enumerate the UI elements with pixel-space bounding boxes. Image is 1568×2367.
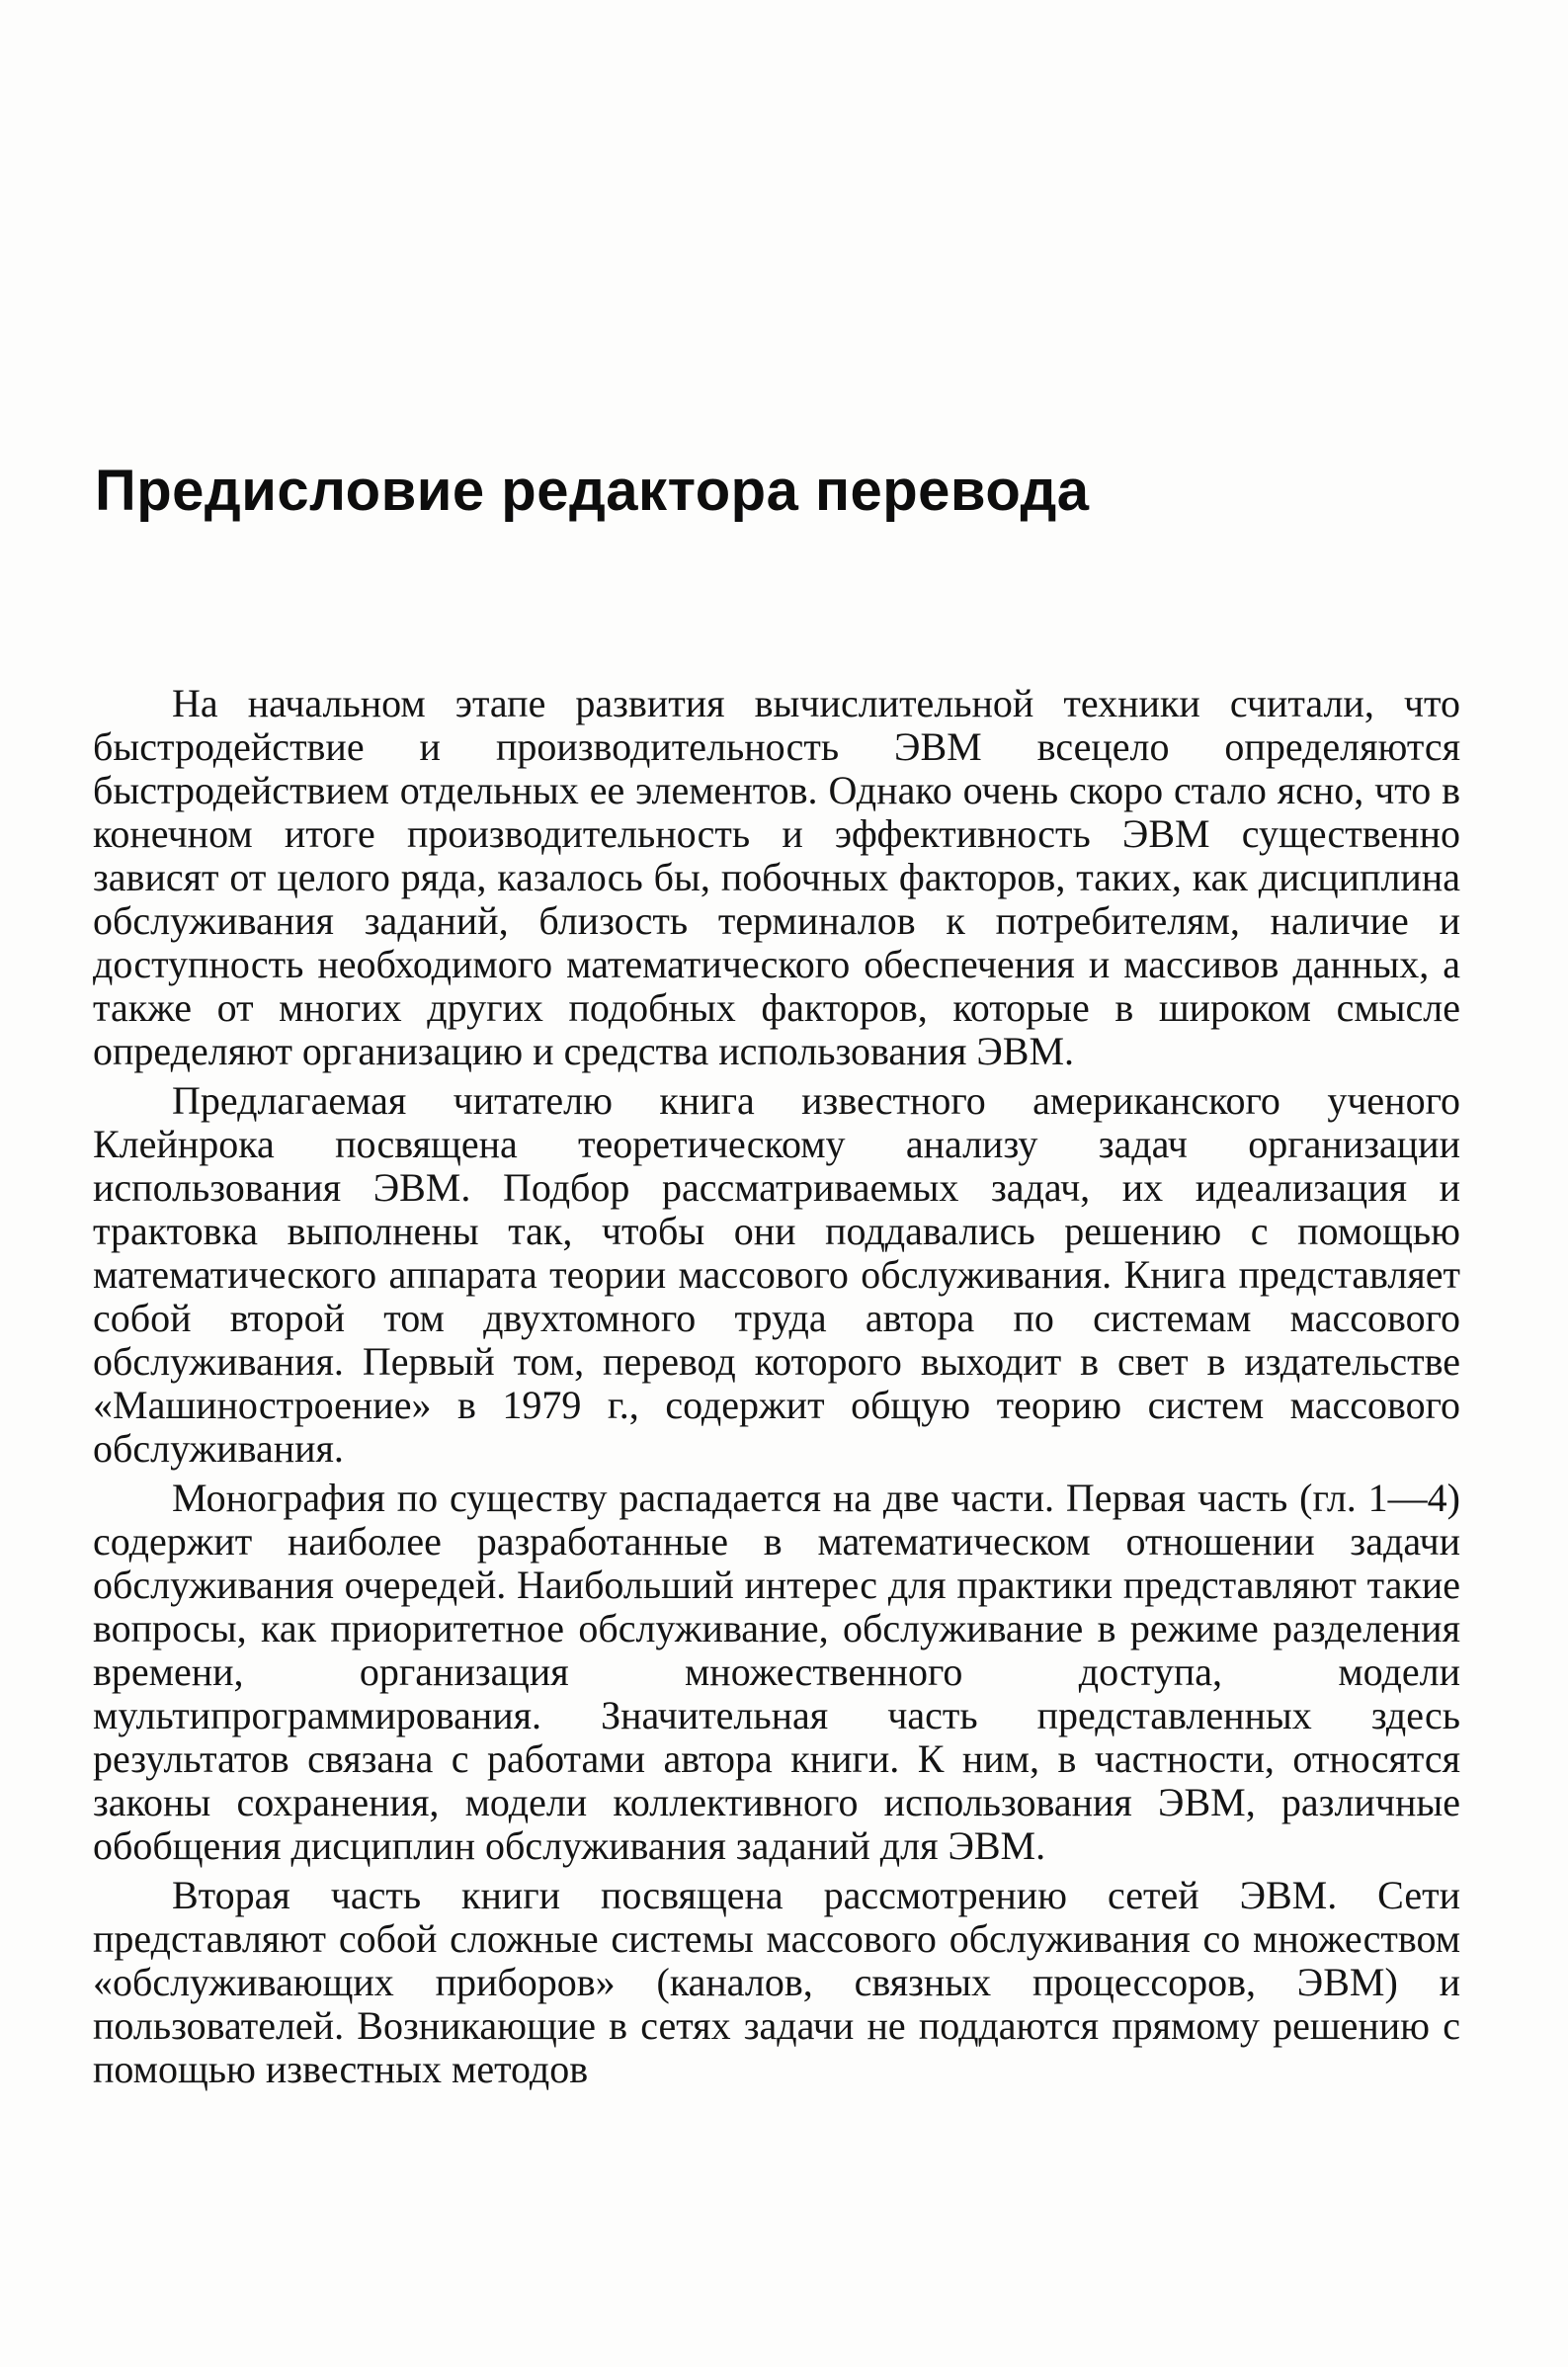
paragraph-4: Вторая часть книги посвящена рассмотрению сетей ЭВМ. Сети представляют собой сложные системы массового обслуживания со множеством «обслуживающих приборов» (каналов, связных процессоров, ЭВМ) и пользователей. Возникающие в сетях задачи не поддаются прямому решению с помощью известных методов	[93, 1873, 1460, 2091]
chapter-title: Предисловие редактора перевода	[95, 459, 1090, 523]
paragraph-2: Предлагаемая читателю книга известного американского ученого Клейнрока посвящена теоретическому анализу задач организации использования ЭВМ. Подбор рассматриваемых задач, их идеализация и трактовка выполнены так, чтобы они поддавались решению с помощью математического аппарата теории массового обслуживания. Книга представляет собой второй том двухтомного труда автора по системам массового обслуживания. Первый том, перевод которого выходит в свет в издательстве «Машиностроение» в 1979 г., содержит общую теорию систем массового обслуживания.	[93, 1078, 1460, 1471]
paragraph-1: На начальном этапе развития вычислительной техники считали, что быстродействие и производительность ЭВМ всецело определяются быстродействием отдельных ее элементов. Однако очень скоро стало ясно, что в конечном итоге производительность и эффективность ЭВМ существенно зависят от целого ряда, казалось бы, побочных факторов, таких, как дисциплина обслуживания заданий, близость терминалов к потребителям, наличие и доступность необходимого математического обеспечения и массивов данных, а также от многих других подобных факторов, которые в широком смысле определяют организацию и средства использования ЭВМ.	[93, 681, 1460, 1073]
body-text	[93, 682, 1460, 2097]
paragraph-3: Монография по существу распадается на две части. Первая часть (гл. 1—4) содержит наиболее разработанные в математическом отношении задачи обслуживания очередей. Наибольший интерес для практики представляют такие вопросы, как приоритетное обслуживание, обслуживание в режиме разделения времени, организация множественного доступа, модели мультипрограммирования. Значительная часть представленных здесь результатов связана с работами автора книги. К ним, в частности, относятся законы сохранения, модели коллективного использования ЭВМ, различные обобщения дисциплин обслуживания заданий для ЭВМ.	[93, 1476, 1460, 1868]
